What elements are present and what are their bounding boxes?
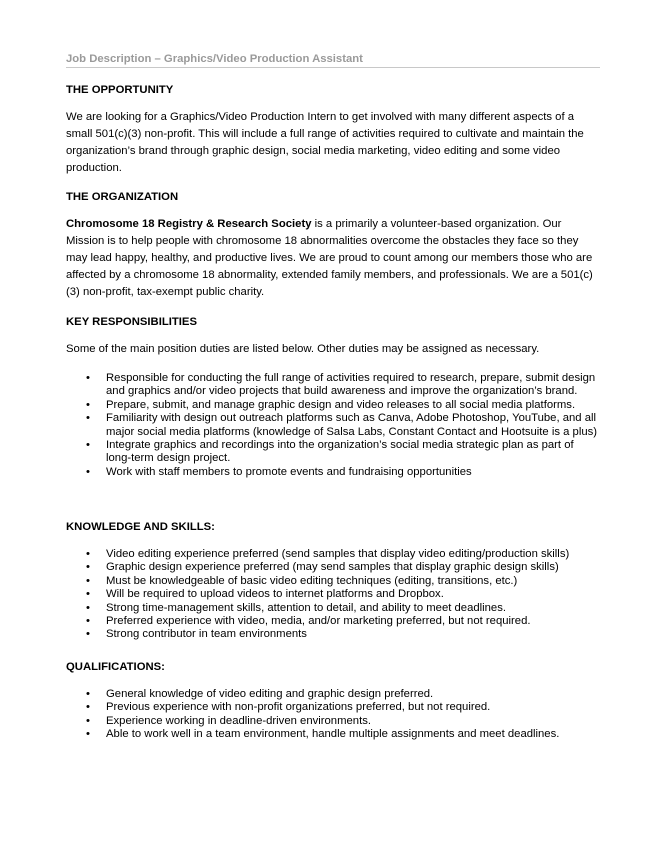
bullet-icon: • — [86, 439, 90, 452]
bullet-icon: • — [86, 412, 90, 425]
organization-description: is a primarily a volunteer-based organization. Our Mission is to help people with chromosome 18 abnormalities overcome the obstacles they face so they may lead happy, healthy, and productive lives. We are proud to count among our members those who are affected by a chromosome 18 abnormality, extended family members, and professionals. We are a 501(c)(3) non-profit, tax-exempt public charity. — [66, 218, 593, 298]
section-heading-responsibilities: KEY RESPONSIBILITIES — [66, 316, 197, 328]
responsibilities-intro: Some of the main position duties are listed below. Other duties may be assigned as necessary. — [66, 343, 540, 355]
list-item: • Able to work well in a team environment, handle multiple assignments and meet deadlines. — [86, 728, 560, 741]
list-item: • Prepare, submit, and manage graphic design and video releases to all social media platforms. — [86, 398, 576, 411]
list-item: • Must be knowledgeable of basic video editing techniques (editing, transitions, etc.) — [86, 574, 518, 587]
bullet-icon: • — [86, 628, 90, 641]
list-item: • Video editing experience preferred (send samples that display video editing/production skills) — [86, 548, 570, 560]
list-item: • Strong contributor in team environments — [86, 628, 307, 641]
bullet-icon: • — [86, 588, 90, 601]
bullet-icon: • — [86, 574, 90, 587]
organization-paragraph — [66, 216, 600, 301]
bullet-icon: • — [86, 701, 90, 714]
section-heading-opportunity: THE OPPORTUNITY — [66, 84, 174, 96]
bullet-icon: • — [86, 728, 90, 741]
section-heading-qualifications: QUALIFICATIONS: — [66, 661, 165, 673]
bullet-icon: • — [86, 398, 90, 411]
organization-name: Chromosome 18 Registry & Research Society — [66, 218, 312, 230]
section-heading-skills: KNOWLEDGE AND SKILLS: — [66, 521, 215, 533]
qualifications-list — [66, 688, 600, 742]
list-item: • Integrate graphics and recordings into the organization’s social media strategic plan as part of long-term design project. — [86, 439, 574, 465]
bullet-icon: • — [86, 615, 90, 628]
list-item: • Responsible for conducting the full range of activities required to research, prepare, submit design and graphics and/or video projects that build awareness and improve the organization’s brand. — [86, 372, 596, 398]
responsibilities-list — [66, 372, 600, 479]
section-heading-organization: THE ORGANIZATION — [66, 191, 179, 203]
list-item: • Strong time-management skills, attention to detail, and ability to meet deadlines. — [86, 601, 507, 614]
list-item: • Work with staff members to promote events and fundraising opportunities — [86, 465, 472, 478]
bullet-icon: • — [86, 548, 90, 560]
skills-list — [66, 548, 600, 642]
bullet-icon: • — [86, 688, 90, 700]
list-item: • Previous experience with non-profit organizations preferred, but not required. — [86, 701, 491, 714]
list-item: • Graphic design experience preferred (may send samples that display graphic design skills) — [86, 561, 559, 574]
list-item: • Will be required to upload videos to internet platforms and Dropbox. — [86, 588, 444, 601]
bullet-icon: • — [86, 465, 90, 478]
document-header: Job Description – Graphics/Video Production Assistant — [66, 53, 600, 68]
bullet-icon: • — [86, 372, 90, 384]
bullet-icon: • — [86, 561, 90, 574]
list-item: • Preferred experience with video, media, and/or marketing preferred, but not required. — [86, 615, 531, 628]
list-item: • Familiarity with design out outreach platforms such as Canva, Adobe Photoshop, YouTube, and all major social media platforms (knowledge of Salsa Labs, Constant Contact and Hootsuite is a plus) — [86, 412, 598, 438]
bullet-icon: • — [86, 601, 90, 614]
opportunity-paragraph: We are looking for a Graphics/Video Production Intern to get involved with many different aspects of a small 501(c)(3) non-profit. This will include a full range of activities required to cultivate and maintain the organization’s brand through graphic design, social media marketing, video editing and some video production. — [66, 111, 584, 174]
bullet-icon: • — [86, 714, 90, 727]
list-item: • Experience working in deadline-driven environments. — [86, 714, 371, 727]
list-item: • General knowledge of video editing and graphic design preferred. — [86, 688, 434, 700]
